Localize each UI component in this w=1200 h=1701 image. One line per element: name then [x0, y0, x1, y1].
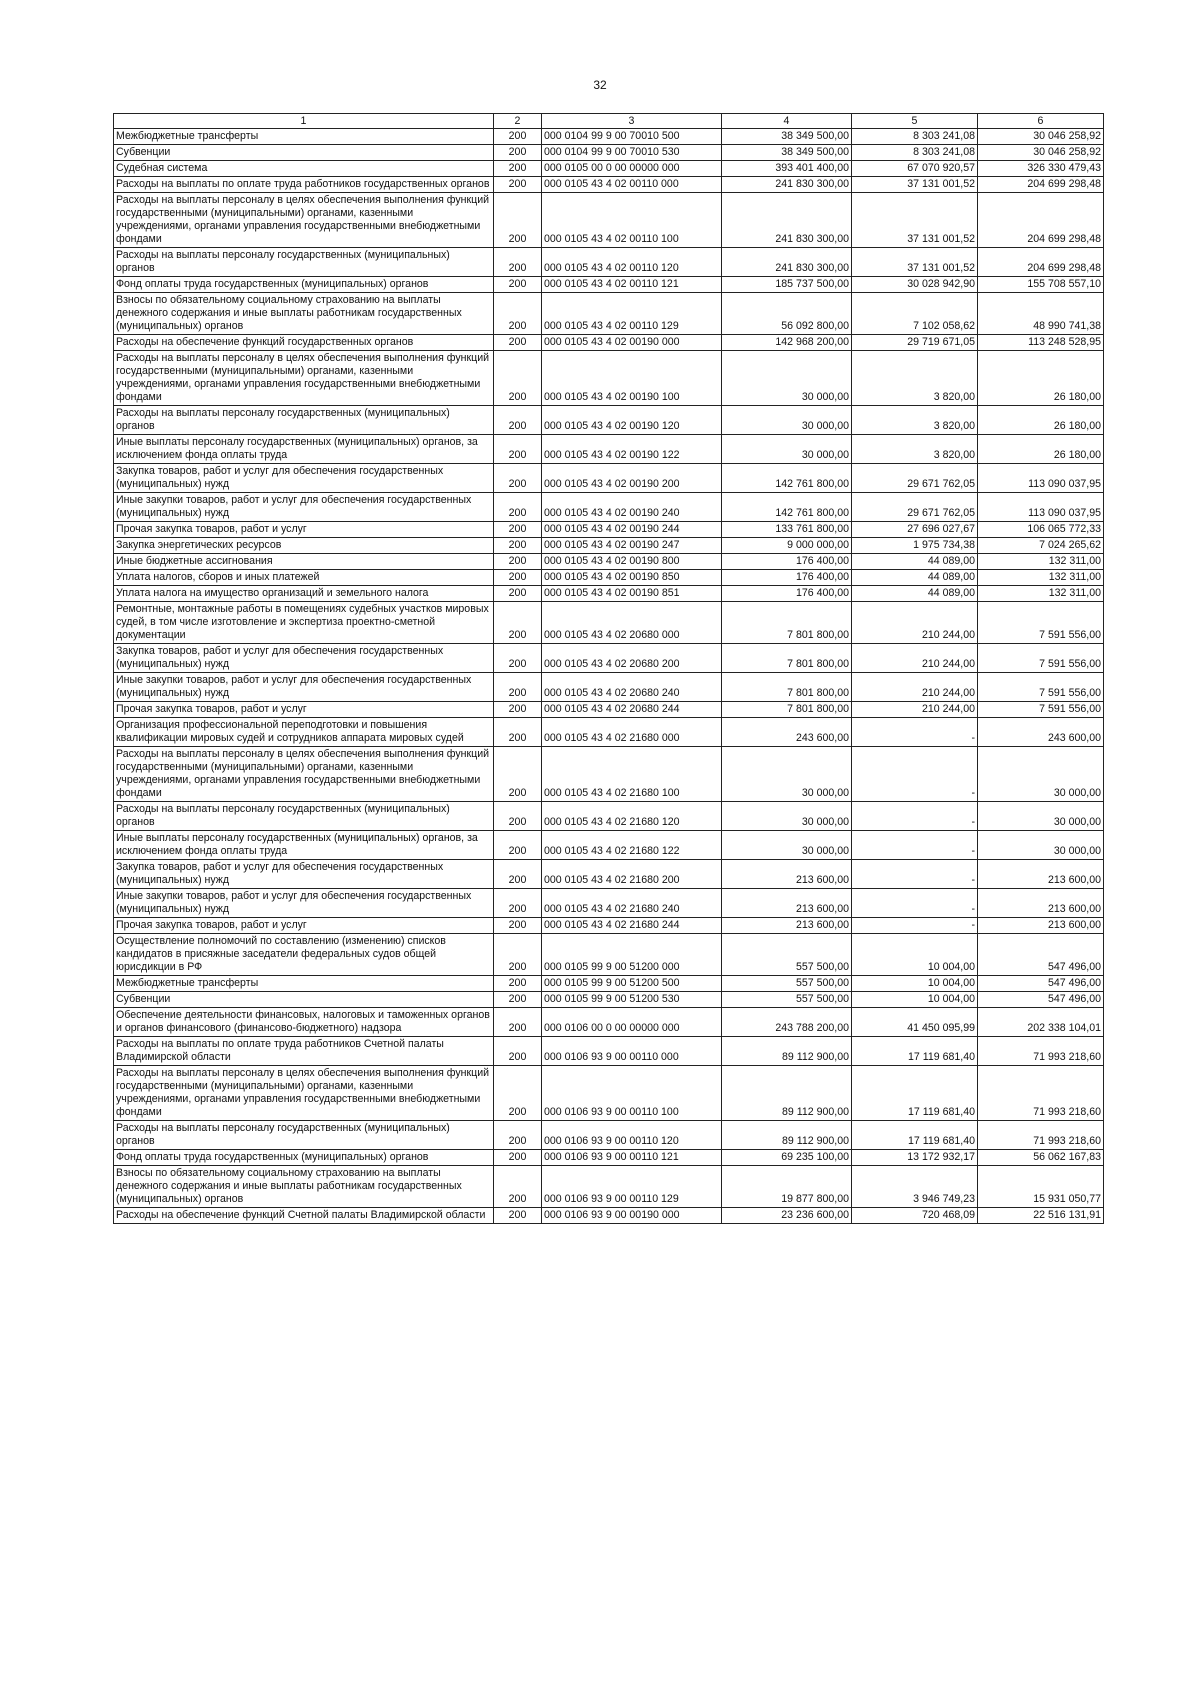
unexecuted-amount-cell: 71 993 218,60 [978, 1066, 1104, 1121]
expense-name-cell: Прочая закупка товаров, работ и услуг [114, 918, 494, 934]
approved-amount-cell: 30 000,00 [722, 802, 852, 831]
executed-amount-cell: 10 004,00 [852, 934, 978, 976]
unexecuted-amount-cell: 213 600,00 [978, 860, 1104, 889]
line-code-cell: 200 [494, 831, 542, 860]
executed-amount-cell: 17 119 681,40 [852, 1121, 978, 1150]
unexecuted-amount-cell: 106 065 772,33 [978, 522, 1104, 538]
approved-amount-cell: 243 788 200,00 [722, 1008, 852, 1037]
executed-amount-cell: 3 820,00 [852, 406, 978, 435]
line-code-cell: 200 [494, 1066, 542, 1121]
column-header: 2 [494, 114, 542, 129]
budget-classification-code-cell: 000 0105 99 9 00 51200 000 [542, 934, 722, 976]
budget-classification-code-cell: 000 0105 43 4 02 00190 200 [542, 464, 722, 493]
unexecuted-amount-cell: 30 000,00 [978, 802, 1104, 831]
executed-amount-cell: 29 671 762,05 [852, 493, 978, 522]
table-row [114, 177, 1104, 193]
approved-amount-cell: 7 801 800,00 [722, 702, 852, 718]
table-row [114, 1208, 1104, 1224]
budget-classification-code-cell: 000 0105 43 4 02 21680 200 [542, 860, 722, 889]
executed-amount-cell: 720 468,09 [852, 1208, 978, 1224]
approved-amount-cell: 19 877 800,00 [722, 1166, 852, 1208]
expense-name-cell: Уплата налога на имущество организаций и земельного налога [114, 586, 494, 602]
budget-classification-code-cell: 000 0105 43 4 02 20680 200 [542, 644, 722, 673]
budget-classification-code-cell: 000 0105 43 4 02 00190 247 [542, 538, 722, 554]
line-code-cell: 200 [494, 718, 542, 747]
approved-amount-cell: 176 400,00 [722, 586, 852, 602]
executed-amount-cell: 210 244,00 [852, 702, 978, 718]
budget-classification-code-cell: 000 0105 43 4 02 00110 000 [542, 177, 722, 193]
table-header-row [114, 114, 1104, 129]
expense-name-cell: Взносы по обязательному социальному страхованию на выплаты денежного содержания и иные выплаты работникам государственных (муниципальных) органов [114, 293, 494, 335]
executed-amount-cell: 44 089,00 [852, 570, 978, 586]
executed-amount-cell: - [852, 889, 978, 918]
executed-amount-cell: 3 946 749,23 [852, 1166, 978, 1208]
expense-name-cell: Фонд оплаты труда государственных (муниципальных) органов [114, 1150, 494, 1166]
budget-table [113, 113, 1104, 1224]
line-code-cell: 200 [494, 522, 542, 538]
expense-name-cell: Фонд оплаты труда государственных (муниципальных) органов [114, 277, 494, 293]
budget-classification-code-cell: 000 0105 99 9 00 51200 500 [542, 976, 722, 992]
table-row [114, 673, 1104, 702]
budget-classification-code-cell: 000 0105 43 4 02 21680 122 [542, 831, 722, 860]
unexecuted-amount-cell: 7 591 556,00 [978, 702, 1104, 718]
expense-name-cell: Субвенции [114, 145, 494, 161]
table-body [114, 129, 1104, 1224]
column-header: 3 [542, 114, 722, 129]
unexecuted-amount-cell: 213 600,00 [978, 889, 1104, 918]
unexecuted-amount-cell: 71 993 218,60 [978, 1121, 1104, 1150]
budget-classification-code-cell: 000 0105 43 4 02 00190 851 [542, 586, 722, 602]
table-row [114, 1166, 1104, 1208]
approved-amount-cell: 30 000,00 [722, 747, 852, 802]
expense-name-cell: Иные бюджетные ассигнования [114, 554, 494, 570]
approved-amount-cell: 557 500,00 [722, 992, 852, 1008]
unexecuted-amount-cell: 213 600,00 [978, 918, 1104, 934]
table-row [114, 161, 1104, 177]
expense-name-cell: Расходы на выплаты по оплате труда работников государственных органов [114, 177, 494, 193]
budget-classification-code-cell: 000 0106 93 9 00 00110 100 [542, 1066, 722, 1121]
approved-amount-cell: 213 600,00 [722, 918, 852, 934]
unexecuted-amount-cell: 56 062 167,83 [978, 1150, 1104, 1166]
budget-classification-code-cell: 000 0106 00 0 00 00000 000 [542, 1008, 722, 1037]
line-code-cell: 200 [494, 293, 542, 335]
approved-amount-cell: 241 830 300,00 [722, 177, 852, 193]
approved-amount-cell: 241 830 300,00 [722, 248, 852, 277]
column-header: 6 [978, 114, 1104, 129]
executed-amount-cell: 1 975 734,38 [852, 538, 978, 554]
table-row [114, 889, 1104, 918]
table-row [114, 992, 1104, 1008]
executed-amount-cell: 210 244,00 [852, 602, 978, 644]
approved-amount-cell: 142 761 800,00 [722, 464, 852, 493]
budget-classification-code-cell: 000 0105 43 4 02 00110 121 [542, 277, 722, 293]
line-code-cell: 200 [494, 673, 542, 702]
unexecuted-amount-cell: 204 699 298,48 [978, 193, 1104, 248]
budget-classification-code-cell: 000 0106 93 9 00 00110 121 [542, 1150, 722, 1166]
executed-amount-cell: 210 244,00 [852, 673, 978, 702]
budget-classification-code-cell: 000 0105 00 0 00 00000 000 [542, 161, 722, 177]
expense-name-cell: Закупка товаров, работ и услуг для обеспечения государственных (муниципальных) нужд [114, 860, 494, 889]
line-code-cell: 200 [494, 435, 542, 464]
executed-amount-cell: 29 671 762,05 [852, 464, 978, 493]
budget-classification-code-cell: 000 0105 43 4 02 00190 122 [542, 435, 722, 464]
line-code-cell: 200 [494, 747, 542, 802]
budget-classification-code-cell: 000 0105 43 4 02 00110 120 [542, 248, 722, 277]
expense-name-cell: Иные закупки товаров, работ и услуг для обеспечения государственных (муниципальных) нужд [114, 889, 494, 918]
table-row [114, 1066, 1104, 1121]
executed-amount-cell: 17 119 681,40 [852, 1037, 978, 1066]
expense-name-cell: Расходы на выплаты персоналу в целях обеспечения выполнения функций государственными (муниципальными) органами, казенными учреждениями, органами управления государственными внебюджетными фондами [114, 351, 494, 406]
line-code-cell: 200 [494, 1166, 542, 1208]
table-row [114, 802, 1104, 831]
table-row [114, 747, 1104, 802]
unexecuted-amount-cell: 547 496,00 [978, 934, 1104, 976]
table-row [114, 493, 1104, 522]
budget-classification-code-cell: 000 0106 93 9 00 00110 000 [542, 1037, 722, 1066]
unexecuted-amount-cell: 30 046 258,92 [978, 145, 1104, 161]
line-code-cell: 200 [494, 335, 542, 351]
budget-classification-code-cell: 000 0106 93 9 00 00110 120 [542, 1121, 722, 1150]
approved-amount-cell: 142 968 200,00 [722, 335, 852, 351]
approved-amount-cell: 213 600,00 [722, 860, 852, 889]
table-row [114, 860, 1104, 889]
budget-classification-code-cell: 000 0105 43 4 02 00190 240 [542, 493, 722, 522]
executed-amount-cell: 29 719 671,05 [852, 335, 978, 351]
expense-name-cell: Расходы на обеспечение функций Счетной палаты Владимирской области [114, 1208, 494, 1224]
approved-amount-cell: 557 500,00 [722, 934, 852, 976]
expense-name-cell: Межбюджетные трансферты [114, 129, 494, 145]
expense-name-cell: Прочая закупка товаров, работ и услуг [114, 702, 494, 718]
expense-name-cell: Обеспечение деятельности финансовых, налоговых и таможенных органов и органов финансового (финансово-бюджетного) надзора [114, 1008, 494, 1037]
budget-classification-code-cell: 000 0105 43 4 02 00110 129 [542, 293, 722, 335]
budget-classification-code-cell: 000 0106 93 9 00 00190 000 [542, 1208, 722, 1224]
unexecuted-amount-cell: 204 699 298,48 [978, 177, 1104, 193]
approved-amount-cell: 557 500,00 [722, 976, 852, 992]
unexecuted-amount-cell: 7 591 556,00 [978, 602, 1104, 644]
unexecuted-amount-cell: 26 180,00 [978, 351, 1104, 406]
line-code-cell: 200 [494, 177, 542, 193]
budget-classification-code-cell: 000 0105 43 4 02 21680 100 [542, 747, 722, 802]
expense-name-cell: Расходы на выплаты персоналу государственных (муниципальных) органов [114, 1121, 494, 1150]
executed-amount-cell: - [852, 831, 978, 860]
table-row [114, 1150, 1104, 1166]
line-code-cell: 200 [494, 702, 542, 718]
executed-amount-cell: 210 244,00 [852, 644, 978, 673]
expense-name-cell: Осуществление полномочий по составлению (изменению) списков кандидатов в присяжные заседатели федеральных судов общей юрисдикции в РФ [114, 934, 494, 976]
unexecuted-amount-cell: 7 591 556,00 [978, 673, 1104, 702]
line-code-cell: 200 [494, 918, 542, 934]
line-code-cell: 200 [494, 1121, 542, 1150]
executed-amount-cell: 27 696 027,67 [852, 522, 978, 538]
table-row [114, 406, 1104, 435]
expense-name-cell: Межбюджетные трансферты [114, 976, 494, 992]
line-code-cell: 200 [494, 860, 542, 889]
executed-amount-cell: 37 131 001,52 [852, 248, 978, 277]
line-code-cell: 200 [494, 644, 542, 673]
table-row [114, 570, 1104, 586]
budget-classification-code-cell: 000 0105 43 4 02 00190 850 [542, 570, 722, 586]
page-number: 32 [593, 78, 607, 92]
executed-amount-cell: 17 119 681,40 [852, 1066, 978, 1121]
line-code-cell: 200 [494, 602, 542, 644]
expense-name-cell: Субвенции [114, 992, 494, 1008]
approved-amount-cell: 7 801 800,00 [722, 602, 852, 644]
executed-amount-cell: 41 450 095,99 [852, 1008, 978, 1037]
table-row [114, 934, 1104, 976]
table-row [114, 538, 1104, 554]
budget-classification-code-cell: 000 0104 99 9 00 70010 530 [542, 145, 722, 161]
unexecuted-amount-cell: 132 311,00 [978, 554, 1104, 570]
table-row [114, 145, 1104, 161]
table-row [114, 277, 1104, 293]
table-row [114, 718, 1104, 747]
table-row [114, 522, 1104, 538]
expense-name-cell: Закупка товаров, работ и услуг для обеспечения государственных (муниципальных) нужд [114, 464, 494, 493]
unexecuted-amount-cell: 547 496,00 [978, 992, 1104, 1008]
executed-amount-cell: - [852, 860, 978, 889]
line-code-cell: 200 [494, 129, 542, 145]
approved-amount-cell: 23 236 600,00 [722, 1208, 852, 1224]
unexecuted-amount-cell: 155 708 557,10 [978, 277, 1104, 293]
approved-amount-cell: 142 761 800,00 [722, 493, 852, 522]
executed-amount-cell: - [852, 918, 978, 934]
executed-amount-cell: 37 131 001,52 [852, 177, 978, 193]
column-header: 1 [114, 114, 494, 129]
budget-classification-code-cell: 000 0105 43 4 02 00190 100 [542, 351, 722, 406]
table-row [114, 335, 1104, 351]
table-row [114, 464, 1104, 493]
table-row [114, 602, 1104, 644]
executed-amount-cell: 8 303 241,08 [852, 129, 978, 145]
unexecuted-amount-cell: 71 993 218,60 [978, 1037, 1104, 1066]
approved-amount-cell: 30 000,00 [722, 406, 852, 435]
line-code-cell: 200 [494, 464, 542, 493]
unexecuted-amount-cell: 243 600,00 [978, 718, 1104, 747]
table-row [114, 586, 1104, 602]
budget-classification-code-cell: 000 0105 43 4 02 21680 000 [542, 718, 722, 747]
expense-name-cell: Прочая закупка товаров, работ и услуг [114, 522, 494, 538]
unexecuted-amount-cell: 30 000,00 [978, 831, 1104, 860]
executed-amount-cell: 44 089,00 [852, 586, 978, 602]
unexecuted-amount-cell: 326 330 479,43 [978, 161, 1104, 177]
executed-amount-cell: 10 004,00 [852, 992, 978, 1008]
column-header: 5 [852, 114, 978, 129]
table-row [114, 702, 1104, 718]
budget-classification-code-cell: 000 0105 99 9 00 51200 530 [542, 992, 722, 1008]
executed-amount-cell: 8 303 241,08 [852, 145, 978, 161]
budget-classification-code-cell: 000 0106 93 9 00 00110 129 [542, 1166, 722, 1208]
budget-classification-code-cell: 000 0105 43 4 02 21680 120 [542, 802, 722, 831]
line-code-cell: 200 [494, 493, 542, 522]
line-code-cell: 200 [494, 351, 542, 406]
approved-amount-cell: 89 112 900,00 [722, 1121, 852, 1150]
unexecuted-amount-cell: 113 090 037,95 [978, 493, 1104, 522]
approved-amount-cell: 56 092 800,00 [722, 293, 852, 335]
unexecuted-amount-cell: 202 338 104,01 [978, 1008, 1104, 1037]
approved-amount-cell: 243 600,00 [722, 718, 852, 747]
expense-name-cell: Закупка товаров, работ и услуг для обеспечения государственных (муниципальных) нужд [114, 644, 494, 673]
expense-name-cell: Расходы на выплаты персоналу в целях обеспечения выполнения функций государственными (муниципальными) органами, казенными учреждениями, органами управления государственными внебюджетными фондами [114, 1066, 494, 1121]
budget-classification-code-cell: 000 0105 43 4 02 20680 244 [542, 702, 722, 718]
unexecuted-amount-cell: 26 180,00 [978, 406, 1104, 435]
unexecuted-amount-cell: 30 000,00 [978, 747, 1104, 802]
line-code-cell: 200 [494, 1037, 542, 1066]
approved-amount-cell: 176 400,00 [722, 554, 852, 570]
expense-name-cell: Расходы на выплаты персоналу государственных (муниципальных) органов [114, 802, 494, 831]
executed-amount-cell: 10 004,00 [852, 976, 978, 992]
approved-amount-cell: 69 235 100,00 [722, 1150, 852, 1166]
table-row [114, 248, 1104, 277]
executed-amount-cell: 44 089,00 [852, 554, 978, 570]
unexecuted-amount-cell: 15 931 050,77 [978, 1166, 1104, 1208]
table-row [114, 644, 1104, 673]
unexecuted-amount-cell: 547 496,00 [978, 976, 1104, 992]
unexecuted-amount-cell: 22 516 131,91 [978, 1208, 1104, 1224]
line-code-cell: 200 [494, 145, 542, 161]
budget-classification-code-cell: 000 0104 99 9 00 70010 500 [542, 129, 722, 145]
budget-classification-code-cell: 000 0105 43 4 02 00190 000 [542, 335, 722, 351]
line-code-cell: 200 [494, 193, 542, 248]
expense-name-cell: Взносы по обязательному социальному страхованию на выплаты денежного содержания и иные выплаты работникам государственных (муниципальных) органов [114, 1166, 494, 1208]
executed-amount-cell: 13 172 932,17 [852, 1150, 978, 1166]
unexecuted-amount-cell: 7 024 265,62 [978, 538, 1104, 554]
unexecuted-amount-cell: 7 591 556,00 [978, 644, 1104, 673]
budget-classification-code-cell: 000 0105 43 4 02 20680 240 [542, 673, 722, 702]
line-code-cell: 200 [494, 570, 542, 586]
approved-amount-cell: 241 830 300,00 [722, 193, 852, 248]
line-code-cell: 200 [494, 538, 542, 554]
executed-amount-cell: - [852, 718, 978, 747]
unexecuted-amount-cell: 204 699 298,48 [978, 248, 1104, 277]
executed-amount-cell: 3 820,00 [852, 435, 978, 464]
table-row [114, 1037, 1104, 1066]
expense-name-cell: Ремонтные, монтажные работы в помещениях судебных участков мировых судей, в том числе изготовление и экспертиза проектно-сметной документации [114, 602, 494, 644]
line-code-cell: 200 [494, 1150, 542, 1166]
expense-name-cell: Иные выплаты персоналу государственных (муниципальных) органов, за исключением фонда оплаты труда [114, 435, 494, 464]
line-code-cell: 200 [494, 277, 542, 293]
line-code-cell: 200 [494, 248, 542, 277]
line-code-cell: 200 [494, 992, 542, 1008]
approved-amount-cell: 89 112 900,00 [722, 1037, 852, 1066]
approved-amount-cell: 7 801 800,00 [722, 673, 852, 702]
executed-amount-cell: 3 820,00 [852, 351, 978, 406]
budget-classification-code-cell: 000 0105 43 4 02 00110 100 [542, 193, 722, 248]
unexecuted-amount-cell: 113 090 037,95 [978, 464, 1104, 493]
unexecuted-amount-cell: 26 180,00 [978, 435, 1104, 464]
executed-amount-cell: - [852, 802, 978, 831]
executed-amount-cell: 7 102 058,62 [852, 293, 978, 335]
line-code-cell: 200 [494, 889, 542, 918]
unexecuted-amount-cell: 113 248 528,95 [978, 335, 1104, 351]
approved-amount-cell: 9 000 000,00 [722, 538, 852, 554]
table-row [114, 831, 1104, 860]
line-code-cell: 200 [494, 161, 542, 177]
expense-name-cell: Организация профессиональной переподготовки и повышения квалификации мировых судей и сотрудников аппарата мировых судей [114, 718, 494, 747]
budget-classification-code-cell: 000 0105 43 4 02 00190 120 [542, 406, 722, 435]
expense-name-cell: Судебная система [114, 161, 494, 177]
expense-name-cell: Расходы на выплаты персоналу в целях обеспечения выполнения функций государственными (муниципальными) органами, казенными учреждениями, органами управления государственными внебюджетными фондами [114, 193, 494, 248]
expense-name-cell: Расходы на выплаты по оплате труда работников Счетной палаты Владимирской области [114, 1037, 494, 1066]
expense-name-cell: Иные закупки товаров, работ и услуг для обеспечения государственных (муниципальных) нужд [114, 673, 494, 702]
approved-amount-cell: 176 400,00 [722, 570, 852, 586]
table-row [114, 193, 1104, 248]
column-header: 4 [722, 114, 852, 129]
table-row [114, 976, 1104, 992]
line-code-cell: 200 [494, 802, 542, 831]
expense-name-cell: Расходы на выплаты персоналу государственных (муниципальных) органов [114, 406, 494, 435]
line-code-cell: 200 [494, 554, 542, 570]
table-row [114, 129, 1104, 145]
unexecuted-amount-cell: 30 046 258,92 [978, 129, 1104, 145]
table-row [114, 554, 1104, 570]
approved-amount-cell: 30 000,00 [722, 831, 852, 860]
expense-name-cell: Иные выплаты персоналу государственных (муниципальных) органов, за исключением фонда оплаты труда [114, 831, 494, 860]
table-row [114, 435, 1104, 464]
table-row [114, 293, 1104, 335]
line-code-cell: 200 [494, 976, 542, 992]
budget-classification-code-cell: 000 0105 43 4 02 21680 240 [542, 889, 722, 918]
approved-amount-cell: 89 112 900,00 [722, 1066, 852, 1121]
approved-amount-cell: 7 801 800,00 [722, 644, 852, 673]
table-row [114, 1008, 1104, 1037]
table-row [114, 918, 1104, 934]
line-code-cell: 200 [494, 586, 542, 602]
budget-classification-code-cell: 000 0105 43 4 02 21680 244 [542, 918, 722, 934]
approved-amount-cell: 185 737 500,00 [722, 277, 852, 293]
approved-amount-cell: 30 000,00 [722, 435, 852, 464]
unexecuted-amount-cell: 132 311,00 [978, 570, 1104, 586]
table-row [114, 351, 1104, 406]
unexecuted-amount-cell: 132 311,00 [978, 586, 1104, 602]
budget-classification-code-cell: 000 0105 43 4 02 00190 800 [542, 554, 722, 570]
approved-amount-cell: 213 600,00 [722, 889, 852, 918]
approved-amount-cell: 38 349 500,00 [722, 129, 852, 145]
expense-name-cell: Расходы на обеспечение функций государственных органов [114, 335, 494, 351]
executed-amount-cell: 37 131 001,52 [852, 193, 978, 248]
executed-amount-cell: - [852, 747, 978, 802]
line-code-cell: 200 [494, 406, 542, 435]
approved-amount-cell: 30 000,00 [722, 351, 852, 406]
approved-amount-cell: 133 761 800,00 [722, 522, 852, 538]
expense-name-cell: Расходы на выплаты персоналу в целях обеспечения выполнения функций государственными (муниципальными) органами, казенными учреждениями, органами управления государственными внебюджетными фондами [114, 747, 494, 802]
expense-name-cell: Иные закупки товаров, работ и услуг для обеспечения государственных (муниципальных) нужд [114, 493, 494, 522]
executed-amount-cell: 67 070 920,57 [852, 161, 978, 177]
line-code-cell: 200 [494, 1008, 542, 1037]
expense-name-cell: Расходы на выплаты персоналу государственных (муниципальных) органов [114, 248, 494, 277]
budget-classification-code-cell: 000 0105 43 4 02 20680 000 [542, 602, 722, 644]
unexecuted-amount-cell: 48 990 741,38 [978, 293, 1104, 335]
expense-name-cell: Закупка энергетических ресурсов [114, 538, 494, 554]
budget-classification-code-cell: 000 0105 43 4 02 00190 244 [542, 522, 722, 538]
table-row [114, 1121, 1104, 1150]
line-code-cell: 200 [494, 1208, 542, 1224]
executed-amount-cell: 30 028 942,90 [852, 277, 978, 293]
expense-name-cell: Уплата налогов, сборов и иных платежей [114, 570, 494, 586]
approved-amount-cell: 393 401 400,00 [722, 161, 852, 177]
line-code-cell: 200 [494, 934, 542, 976]
approved-amount-cell: 38 349 500,00 [722, 145, 852, 161]
